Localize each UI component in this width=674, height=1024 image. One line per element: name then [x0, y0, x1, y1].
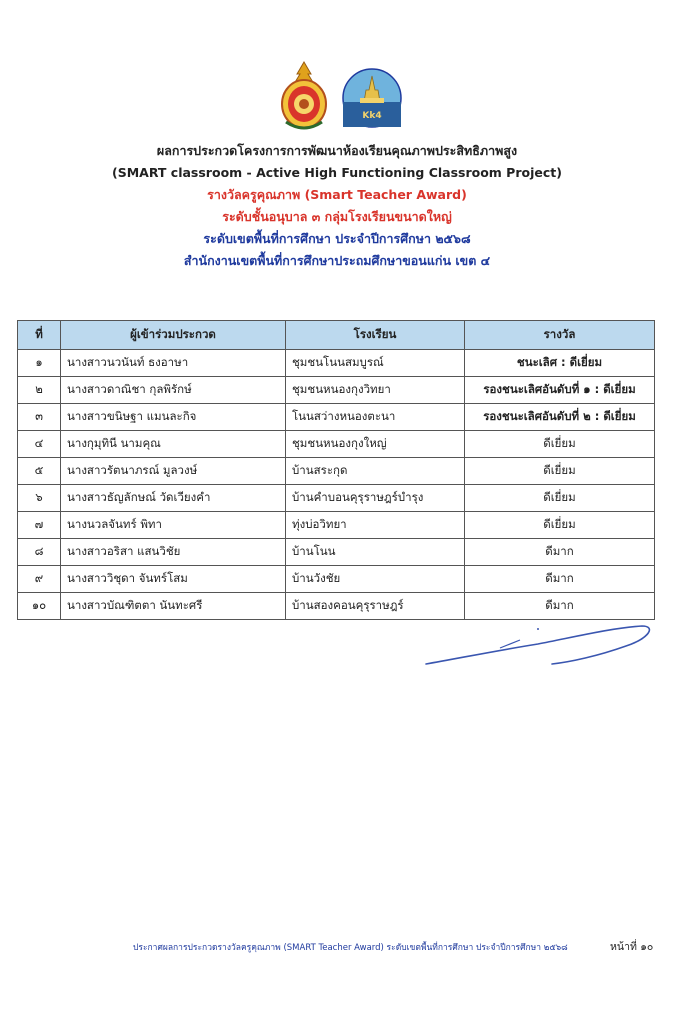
row-name: นางสาวดาณิชา กุลพิรักษ์ — [61, 377, 286, 404]
row-award: รองชนะเลิศอันดับที่ ๒ : ดีเยี่ยม — [465, 404, 655, 431]
table-row — [18, 404, 655, 431]
table-row — [18, 485, 655, 512]
row-no: ๑ — [18, 350, 61, 377]
logo-text: Kk4 — [362, 111, 382, 121]
row-name: นางกุมุทินี นามคุณ — [61, 431, 286, 458]
heading-line-3: รางวัลครูคุณภาพ (Smart Teacher Award) — [207, 187, 467, 202]
table-row — [18, 350, 655, 377]
heading-line-2: (SMART classroom - Active High Functioning Classroom Project) — [112, 165, 562, 180]
row-school: โนนสว่างหนองตะนา — [286, 404, 465, 431]
obec-emblem-icon — [278, 60, 330, 132]
row-school: ชุมชนหนองกุงวิทยา — [286, 377, 465, 404]
row-no: ๘ — [18, 539, 61, 566]
row-no: ๖ — [18, 485, 61, 512]
row-name: นางสาวบัณฑิตตา นันทะศรี — [61, 593, 286, 620]
heading-line-5: ระดับเขตพื้นที่การศึกษา ประจำปีการศึกษา ๒๕๖๘ — [203, 231, 471, 246]
header-school: โรงเรียน — [286, 321, 465, 350]
row-school: บ้านโนน — [286, 539, 465, 566]
heading-line-1: ผลการประกวดโครงการการพัฒนาห้องเรียนคุณภาพประสิทธิภาพสูง — [156, 143, 518, 158]
row-no: ๙ — [18, 566, 61, 593]
header-participant: ผู้เข้าร่วมประกวด — [61, 321, 286, 350]
row-school: ทุ่งบ่อวิทยา — [286, 512, 465, 539]
heading-line-6: สำนักงานเขตพื้นที่การศึกษาประถมศึกษาขอนแก่น เขต ๔ — [183, 253, 491, 268]
row-school: บ้านสองคอนคุรุราษฎร์ — [286, 593, 465, 620]
table-row — [18, 458, 655, 485]
heading-line-4: ระดับชั้นอนุบาล ๓ กลุ่มโรงเรียนขนาดใหญ่ — [222, 209, 452, 224]
signature-icon — [420, 620, 660, 680]
results-table — [17, 320, 655, 620]
row-name: นางสาวอริสา แสนวิชัย — [61, 539, 286, 566]
row-award: ดีเยี่ยม — [465, 485, 655, 512]
row-award: ดีมาก — [465, 593, 655, 620]
row-award: รองชนะเลิศอันดับที่ ๑ : ดีเยี่ยม — [465, 377, 655, 404]
table-row — [18, 512, 655, 539]
row-school: ชุมชนโนนสมบูรณ์ — [286, 350, 465, 377]
row-no: ๗ — [18, 512, 61, 539]
row-no: ๔ — [18, 431, 61, 458]
row-name: นางสาวขนิษฐา แมนละกิจ — [61, 404, 286, 431]
row-award: ดีเยี่ยม — [465, 431, 655, 458]
header-award: รางวัล — [465, 321, 655, 350]
header-no: ที่ — [18, 321, 61, 350]
page-number: หน้าที่ ๑๐ — [610, 941, 654, 953]
table-header-row — [18, 321, 655, 350]
row-name: นางสาวนวนันท์ ธงอาษา — [61, 350, 286, 377]
row-school: บ้านวังชัย — [286, 566, 465, 593]
row-award: ดีมาก — [465, 539, 655, 566]
row-award: ดีเยี่ยม — [465, 512, 655, 539]
table-row — [18, 377, 655, 404]
logo-group — [278, 60, 404, 132]
row-award: ดีมาก — [465, 566, 655, 593]
row-award: ดีเยี่ยม — [465, 458, 655, 485]
row-school: บ้านคำบอนคุรุราษฎร์บำรุง — [286, 485, 465, 512]
row-award: ชนะเลิศ : ดีเยี่ยม — [465, 350, 655, 377]
row-school: ชุมชนหนองกุงใหญ่ — [286, 431, 465, 458]
row-name: นางสาววิชุดา จันทร์โสม — [61, 566, 286, 593]
row-no: ๒ — [18, 377, 61, 404]
document-heading — [0, 140, 674, 272]
table-row — [18, 593, 655, 620]
row-no: ๑๐ — [18, 593, 61, 620]
footer-text: ประกาศผลการประกวดรางวัลครูคุณภาพ (SMART Teacher Award) ระดับเขตพื้นที่การศึกษา ประจำปีการศึกษา ๒๕๖๘ — [133, 943, 568, 953]
row-name: นางสาวรัตนาภรณ์ มูลวงษ์ — [61, 458, 286, 485]
row-no: ๕ — [18, 458, 61, 485]
row-no: ๓ — [18, 404, 61, 431]
row-name: นางสาวธัญลักษณ์ วัดเวียงคำ — [61, 485, 286, 512]
table-row — [18, 431, 655, 458]
table-row — [18, 539, 655, 566]
table-row — [18, 566, 655, 593]
row-school: บ้านสระกุด — [286, 458, 465, 485]
row-name: นางนวลจันทร์ พิทา — [61, 512, 286, 539]
khon-kaen-area-4-logo-icon — [342, 68, 402, 128]
